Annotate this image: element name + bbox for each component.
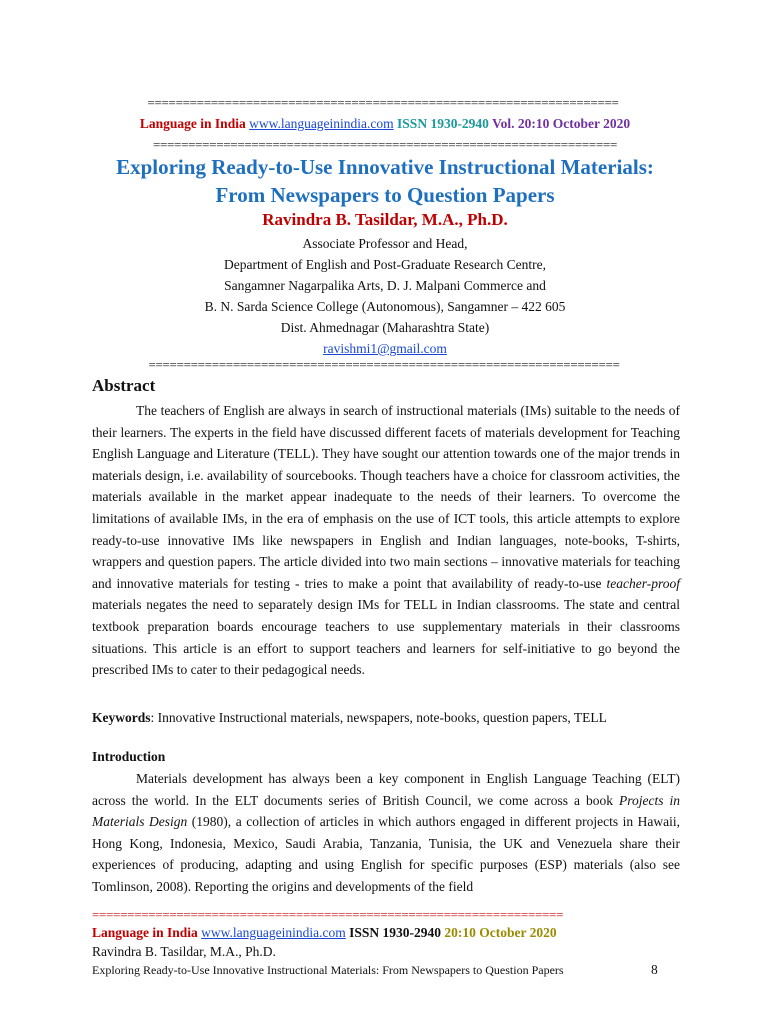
page-number: 8 xyxy=(651,962,658,977)
abstract-italic-term: teacher-proof xyxy=(606,575,680,591)
journal-volume: Vol. 20:10 October 2020 xyxy=(492,116,631,131)
keywords-label: Keywords xyxy=(92,710,151,725)
abstract-text-part-2: materials negates the need to separately design IMs for TELL in Indian classrooms. The state and central textbook preparation boards encourage teachers to use supplementary materials in their classrooms situations. This article is an effort to support teachers and learners for self-initiative to go beyond the prescribed IMs to cater to their pedagogical needs. xyxy=(92,597,680,678)
affiliation-rule: =================================================================== xyxy=(148,358,620,372)
footer-article-title: Exploring Ready-to-Use Innovative Instructional Materials: From Newspapers to Question Papers xyxy=(92,963,564,977)
abstract-text xyxy=(92,400,680,681)
footer-journal-line xyxy=(92,925,557,941)
journal-issn: ISSN 1930-2940 xyxy=(397,116,489,131)
footer-author: Ravindra B. Tasildar, M.A., Ph.D. xyxy=(92,944,276,959)
introduction-heading: Introduction xyxy=(92,749,166,764)
author-email-link[interactable]: ravishmi1@gmail.com xyxy=(323,341,447,356)
intro-text-part-2: (1980), a collection of articles in which authors engaged in different projects in Hawaii, Hong Kong, Indonesia, Mexico, Saudi Arabia, Tanzania, Tunisia, the UK and Venezuela share their experiences of producing, adapting and using English for specific purposes (ESP) materials (also see Tomlinson, 2008). Reporting the origins and developments of the field xyxy=(92,814,681,894)
intro-text-part-1: Materials development has always been a key component in English Language Teaching (ELT) across the world. In the ELT documents series of British Council, we come across a book xyxy=(92,771,680,808)
title-line-2: From Newspapers to Question Papers xyxy=(215,183,555,207)
keywords-text: : Innovative Instructional materials, newspapers, note-books, question papers, TELL xyxy=(150,710,607,725)
article-title xyxy=(0,153,770,209)
author-affiliation xyxy=(0,233,770,359)
title-line-1: Exploring Ready-to-Use Innovative Instructional Materials: xyxy=(116,155,654,179)
author-name: Ravindra B. Tasildar, M.A., Ph.D. xyxy=(262,210,508,229)
affiliation-line: Dist. Ahmednagar (Maharashtra State) xyxy=(280,320,490,335)
introduction-text xyxy=(92,768,680,898)
affiliation-line: Sangamner Nagarpalika Arts, D. J. Malpani Commerce and xyxy=(224,278,546,293)
header-rule-bottom: ================================================================== xyxy=(152,138,618,152)
intro-italic-title: Projects in Materials Design xyxy=(92,792,680,830)
footer-rule: =================================================================== xyxy=(92,908,564,922)
header-rule-top: =================================================================== xyxy=(147,96,619,110)
footer-volume: 20:10 October 2020 xyxy=(444,925,557,940)
affiliation-line: B. N. Sarda Science College (Autonomous), Sangamner – 422 605 xyxy=(204,299,566,314)
footer-url-link[interactable]: www.languageinindia.com xyxy=(201,925,346,940)
journal-header xyxy=(0,116,770,132)
abstract-heading: Abstract xyxy=(92,376,156,395)
journal-name: Language in India xyxy=(139,116,246,131)
keywords xyxy=(92,707,680,729)
abstract-text-part-1: The teachers of English are always in search of instructional materials (IMs) suitable to the needs of their learners. The experts in the field have discussed different facets of materials development for Teaching English Language and Literature (TELL). They have sought our attention towards one of the major trends in materials design, i.e. availability of sourcebooks. Though teachers have a choice for classroom activities, the materials available in the market appear inadequate to the needs of their learners. To overcome the limitations of available IMs, in the era of emphasis on the use of ICT tools, this article attempts to explore ready-to-use innovative IMs like newspapers in English and Indian languages, note-books, T-shirts, wrappers and question papers. The article divided into two main sections – innovative materials for teaching and innovative materials for testing - tries to make a point that availability of ready-to-use xyxy=(92,403,680,591)
affiliation-line: Associate Professor and Head, xyxy=(302,236,468,251)
footer-journal-name: Language in India xyxy=(92,925,198,940)
affiliation-line: Department of English and Post-Graduate Research Centre, xyxy=(223,257,547,272)
journal-url-link[interactable]: www.languageinindia.com xyxy=(249,116,394,131)
footer-issn: ISSN 1930-2940 xyxy=(349,925,442,940)
